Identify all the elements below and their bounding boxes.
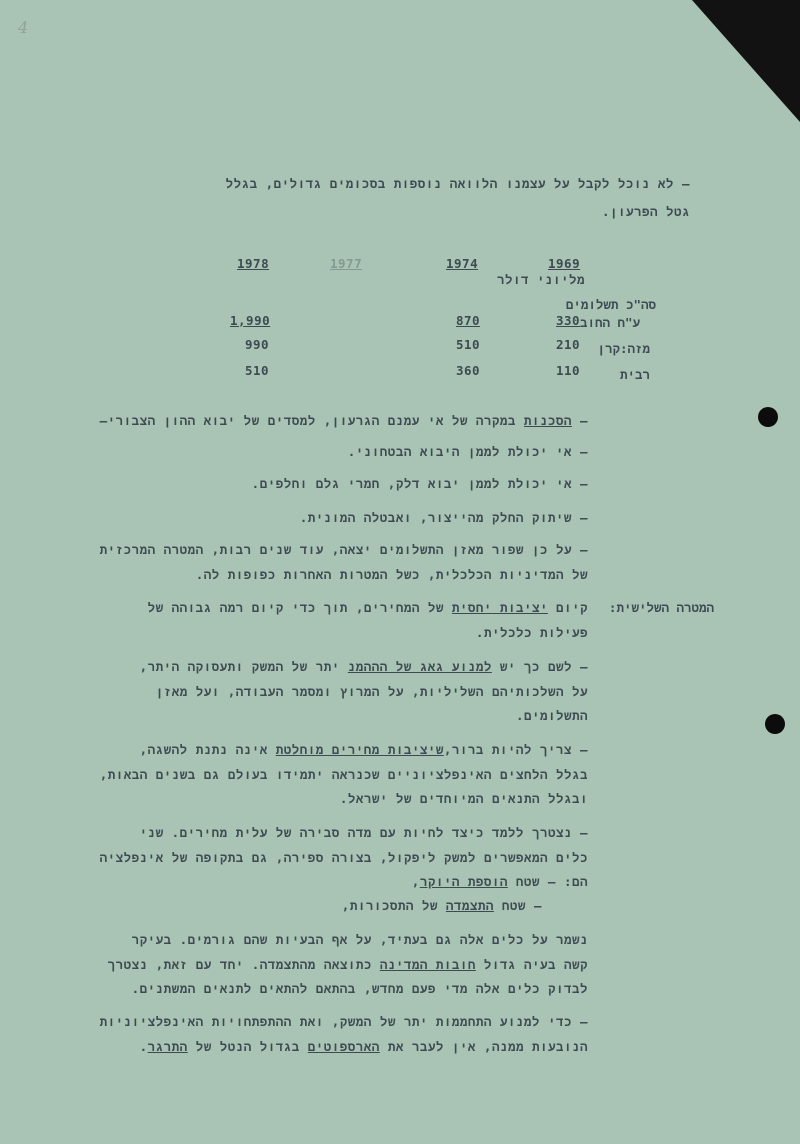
paragraph-line <box>108 957 588 973</box>
underlined-text: הוספת היוקר <box>419 874 508 889</box>
year-header: 1969 <box>548 256 581 271</box>
text-span: הם: – שטח <box>507 874 588 889</box>
table-cell: 1,990 <box>230 313 271 328</box>
table-cell: 360 <box>456 363 481 378</box>
text-span: . <box>139 1039 148 1054</box>
paragraph-line: – כדי למנוע התחממות יתר של המשק, ואת ההתפתחויות האינפלציוניות <box>99 1014 588 1029</box>
bullet-line: – על כן שפור מאזן התשלומים יצאה, עוד שנים רבות, המטרה המרכזית <box>99 542 588 557</box>
table-cell: 110 <box>556 363 581 378</box>
risk-line: – הסכנות במקרה של אי עמנם הגרעון, למסדים של יבוא ההון הצבורי– <box>99 413 588 428</box>
underlined-text: הסכנות <box>523 413 572 428</box>
paragraph-line: – נצטרך ללמד כיצד לחיות עם מדה סבירה של עלית מחירים. שני <box>139 825 588 840</box>
row-label: ע"ח החוב <box>579 315 640 330</box>
paragraph-line: לבדוק כלים אלה מדי פעם מחדש, בהתאם להתאים לתנאים המשתנים. <box>131 981 588 996</box>
text-span: במקרה של אי עמנם הגרעון, למסדים של יבוא ההון הצבורי– <box>99 413 524 428</box>
bullet-line: של המדיניות הכלכלית, כשל המטרות האחרות כפופות לה. <box>195 567 588 582</box>
paragraph-line: כלים המאפשרים למשק ליפקול, בצורה ספירה, גם בתקופה של אינפלציה <box>99 850 588 865</box>
paragraph-line <box>140 742 588 758</box>
text-span: הנובעות ממנה, אין לעבר את <box>379 1039 588 1054</box>
row-label: מזה:קרן <box>597 341 650 356</box>
table-cell: 870 <box>456 313 481 328</box>
text-span: כתוצאה מהתצמדה. יחד עם זאת, נצטרך <box>107 957 380 972</box>
text-span: – שטח <box>493 898 542 913</box>
text-span: יתר של המשק ותעסוקה היתר, <box>139 659 348 674</box>
year-header: 1977 <box>330 256 363 271</box>
text-span: אינה נתנת להשגה, <box>139 742 276 757</box>
table-unit: מליוני דולר <box>496 272 585 287</box>
underlined-text: הארספוטים <box>307 1039 380 1054</box>
paragraph-line <box>342 898 542 914</box>
text-span: בגדול הנטל של <box>187 1039 308 1054</box>
table-cell: 210 <box>556 337 581 352</box>
paragraph-line: פעילות כלכלית. <box>475 625 588 640</box>
paragraph-line <box>412 874 588 890</box>
underlined-text: למנוע גאג של הההמנ <box>347 659 492 674</box>
underlined-text: חובות המדינה <box>379 957 476 972</box>
text-span: קשה בעיה גדול <box>475 957 588 972</box>
bullet-line: – אי יכולת לממן יבוא דלק, חמרי גלם וחלפים. <box>251 476 588 491</box>
underlined-text: שיציבות מחירים מוחלטת <box>275 742 444 757</box>
text-span: – לשם כך יש <box>491 659 588 674</box>
bullet-line: – אי יכולת לממן היבוא הבטחוני. <box>347 444 588 459</box>
page-mark: 4 <box>18 18 29 37</box>
text-span: של המחירים, תוך כדי קיום רמה גבוהה של <box>147 600 452 615</box>
year-header: 1978 <box>237 256 270 271</box>
row-label: סה"כ תשלומים <box>565 297 656 312</box>
paragraph-line <box>148 600 588 616</box>
year-header: 1974 <box>446 256 479 271</box>
table-cell: 330 <box>556 313 581 328</box>
intro-line-2: גטל הפרעון. <box>601 204 690 219</box>
paragraph-line <box>140 659 588 675</box>
paragraph-line: התשלומים. <box>515 708 588 723</box>
paragraph-line: בגלל הלחצים האינפלציוניים שכנראה יתמידו בעולם גם בשנים הבאות, <box>99 767 588 782</box>
paragraph-line: נשמר על כלים אלה גם בעתיד, על אף הבעיות שהם גורמים. בעיקר <box>131 932 588 947</box>
section-label: המטרה השלישית: <box>608 600 714 615</box>
text-span: קיום <box>547 600 588 615</box>
text-span: , <box>411 874 420 889</box>
table-cell: 510 <box>456 337 481 352</box>
punch-hole-icon <box>765 714 785 734</box>
paragraph-line: ובגלל התנאים המיוחדים של ישראל. <box>339 791 588 806</box>
table-cell: 510 <box>245 363 270 378</box>
underlined-text: יציבות יחסית <box>451 600 548 615</box>
bullet-line: – שיתוק החלק מהייצור, ואבטלה המונית. <box>299 510 588 525</box>
underlined-text: התרגר <box>147 1039 188 1054</box>
underlined-text: התצמדה <box>445 898 494 913</box>
text-span: של התסכורות, <box>341 898 446 913</box>
paragraph-line <box>140 1039 588 1055</box>
table-cell: 990 <box>245 337 270 352</box>
paragraph-line: על השלכותיהם השליליות, על המרוץ ומסמר העבודה, ועל מאזן <box>155 684 588 699</box>
row-label: רבית <box>619 367 650 382</box>
intro-line-1: – לא נוכל לקבל על עצמנו הלוואה נוספות בסכומים גדולים, בגלל <box>225 176 690 191</box>
punch-hole-icon <box>758 407 778 427</box>
torn-corner <box>692 0 800 122</box>
text-span: – צריך להיות ברור, <box>443 742 588 757</box>
